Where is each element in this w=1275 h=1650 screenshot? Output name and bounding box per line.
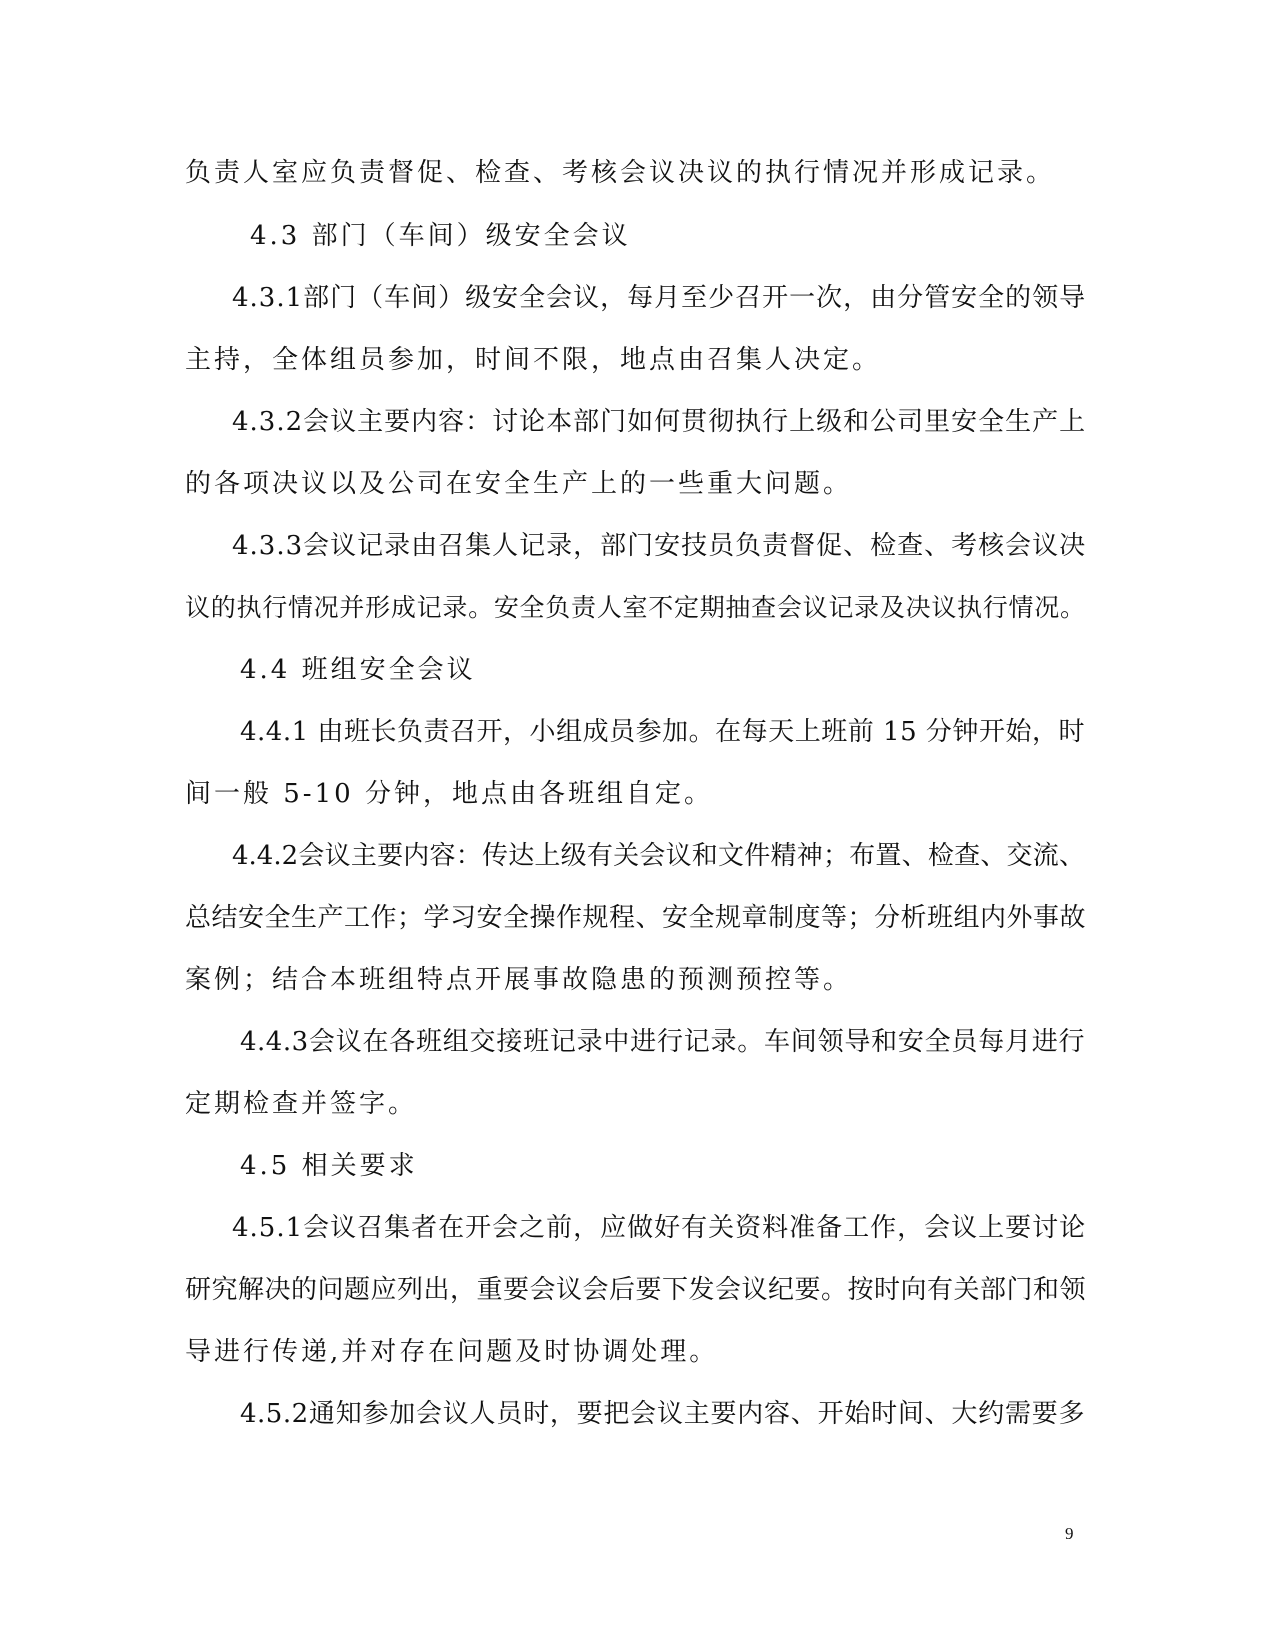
paragraph-line: 负责人室应负责督促、检查、考核会议决议的执行情况并形成记录。: [185, 158, 1056, 188]
section-heading-4-5: 4.5 相关要求: [240, 1151, 418, 1181]
paragraph-line: 导进行传递,并对存在问题及时协调处理。: [185, 1337, 719, 1367]
paragraph-line: 4.4.1 由班长负责召开，小组成员参加。在每天上班前 15 分钟开始，时: [240, 717, 1085, 747]
paragraph-line: 议的执行情况并形成记录。安全负责人室不定期抽查会议记录及决议执行情况。: [185, 593, 1085, 622]
paragraph-line: 4.5.1会议召集者在开会之前，应做好有关资料准备工作，会议上要讨论: [232, 1213, 1087, 1243]
section-heading-4-3: 4.3 部门（车间）级安全会议: [250, 221, 631, 251]
section-heading-4-4: 4.4 班组安全会议: [240, 655, 476, 685]
paragraph-line: 案例；结合本班组特点开展事故隐患的预测预控等。: [185, 965, 853, 995]
paragraph-line: 4.3.3会议记录由召集人记录，部门安技员负责督促、检查、考核会议决: [232, 531, 1087, 561]
page-number: 9: [1065, 1524, 1074, 1543]
paragraph-line: 4.5.2通知参加会议人员时，要把会议主要内容、开始时间、大约需要多: [240, 1399, 1085, 1429]
paragraph-line: 研究解决的问题应列出，重要会议会后要下发会议纪要。按时向有关部门和领: [185, 1275, 1087, 1305]
paragraph-line: 间一般 5-10 分钟，地点由各班组自定。: [185, 779, 713, 809]
paragraph-line: 4.3.1部门（车间）级安全会议，每月至少召开一次，由分管安全的领导: [232, 283, 1087, 313]
paragraph-line: 4.3.2会议主要内容：讨论本部门如何贯彻执行上级和公司里安全生产上: [232, 407, 1087, 437]
paragraph-line: 4.4.3会议在各班组交接班记录中进行记录。车间领导和安全员每月进行: [240, 1027, 1085, 1057]
paragraph-line: 总结安全生产工作；学习安全操作规程、安全规章制度等；分析班组内外事故: [185, 903, 1087, 933]
paragraph-line: 4.4.2会议主要内容：传达上级有关会议和文件精神；布置、检查、交流、: [232, 841, 1085, 871]
paragraph-line: 主持，全体组员参加，时间不限，地点由召集人决定。: [185, 345, 882, 375]
paragraph-line: 的各项决议以及公司在安全生产上的一些重大问题。: [185, 469, 853, 499]
paragraph-line: 定期检查并签字。: [185, 1089, 418, 1119]
